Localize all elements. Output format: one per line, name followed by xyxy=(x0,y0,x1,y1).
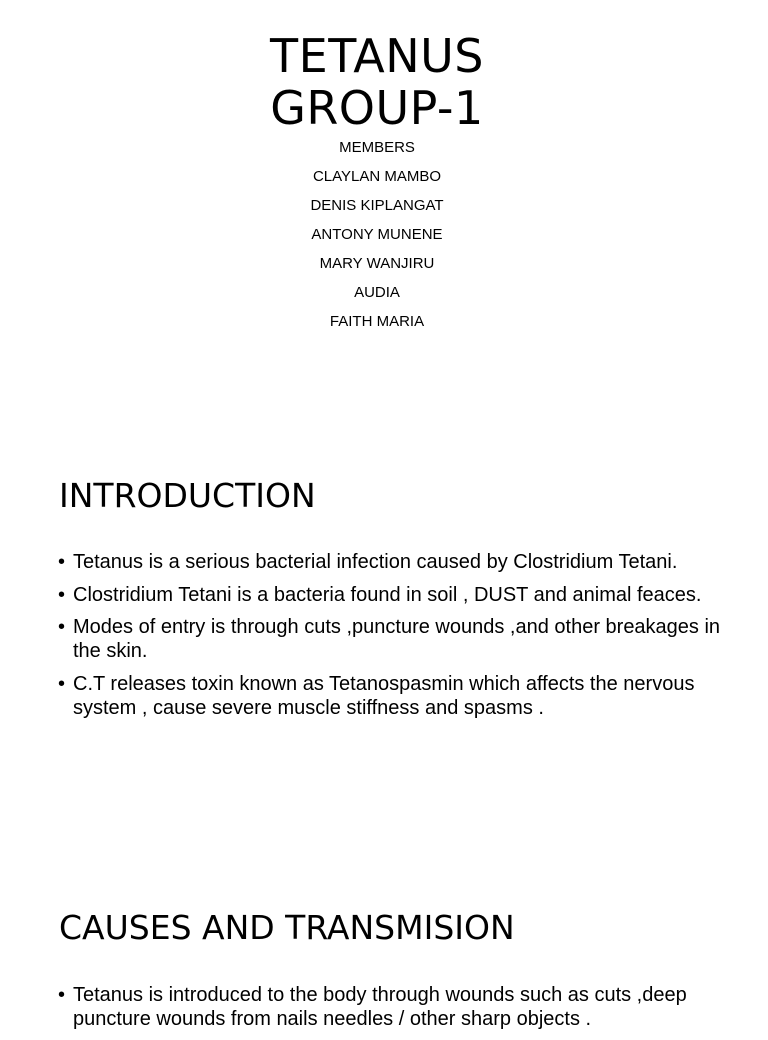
causes-slide xyxy=(0,864,768,1030)
slide-title xyxy=(0,30,754,134)
bullet-text: C.T releases toxin known as Tetanospasmin which affects the nervous system , cause severe muscle stiffness and spasms . xyxy=(73,672,695,719)
bullet-icon: • xyxy=(58,583,66,606)
introduction-bullets xyxy=(58,550,728,728)
bullet-item xyxy=(58,615,728,663)
member-name: MARY WANJIRU xyxy=(319,255,435,272)
bullet-item xyxy=(58,583,728,607)
bullet-item xyxy=(58,672,728,720)
member-name: DENIS KIPLANGAT xyxy=(310,197,444,214)
title-line: GROUP-1 xyxy=(270,81,484,135)
title-line: TETANUS xyxy=(270,29,484,83)
bullet-text: Tetanus is a serious bacterial infection caused by Clostridium Tetani. xyxy=(73,551,678,573)
causes-bullets xyxy=(58,983,728,1040)
introduction-heading: INTRODUCTION xyxy=(59,476,316,515)
member-name: AUDIA xyxy=(354,284,400,301)
bullet-text: Modes of entry is through cuts ,puncture wounds ,and other breakages in the skin. xyxy=(73,616,721,662)
members-list xyxy=(0,136,754,339)
members-heading: MEMBERS xyxy=(339,139,415,156)
introduction-slide xyxy=(0,432,768,864)
bullet-text: Clostridium Tetani is a bacteria found in soil , DUST and animal feaces. xyxy=(73,583,702,606)
bullet-item xyxy=(58,550,728,574)
member-name: FAITH MARIA xyxy=(329,313,425,330)
bullet-text: Tetanus is introduced to the body through wounds such as cuts ,deep puncture wounds from nails needles / other sharp objects . xyxy=(73,984,687,1030)
title-slide xyxy=(0,0,768,432)
bullet-icon: • xyxy=(58,672,66,695)
bullet-icon: • xyxy=(58,616,66,638)
causes-heading: CAUSES AND TRANSMISION xyxy=(59,908,515,947)
member-name: CLAYLAN MAMBO xyxy=(312,168,442,185)
bullet-icon: • xyxy=(58,551,66,573)
member-name: ANTONY MUNENE xyxy=(311,226,443,243)
bullet-icon: • xyxy=(58,984,66,1006)
